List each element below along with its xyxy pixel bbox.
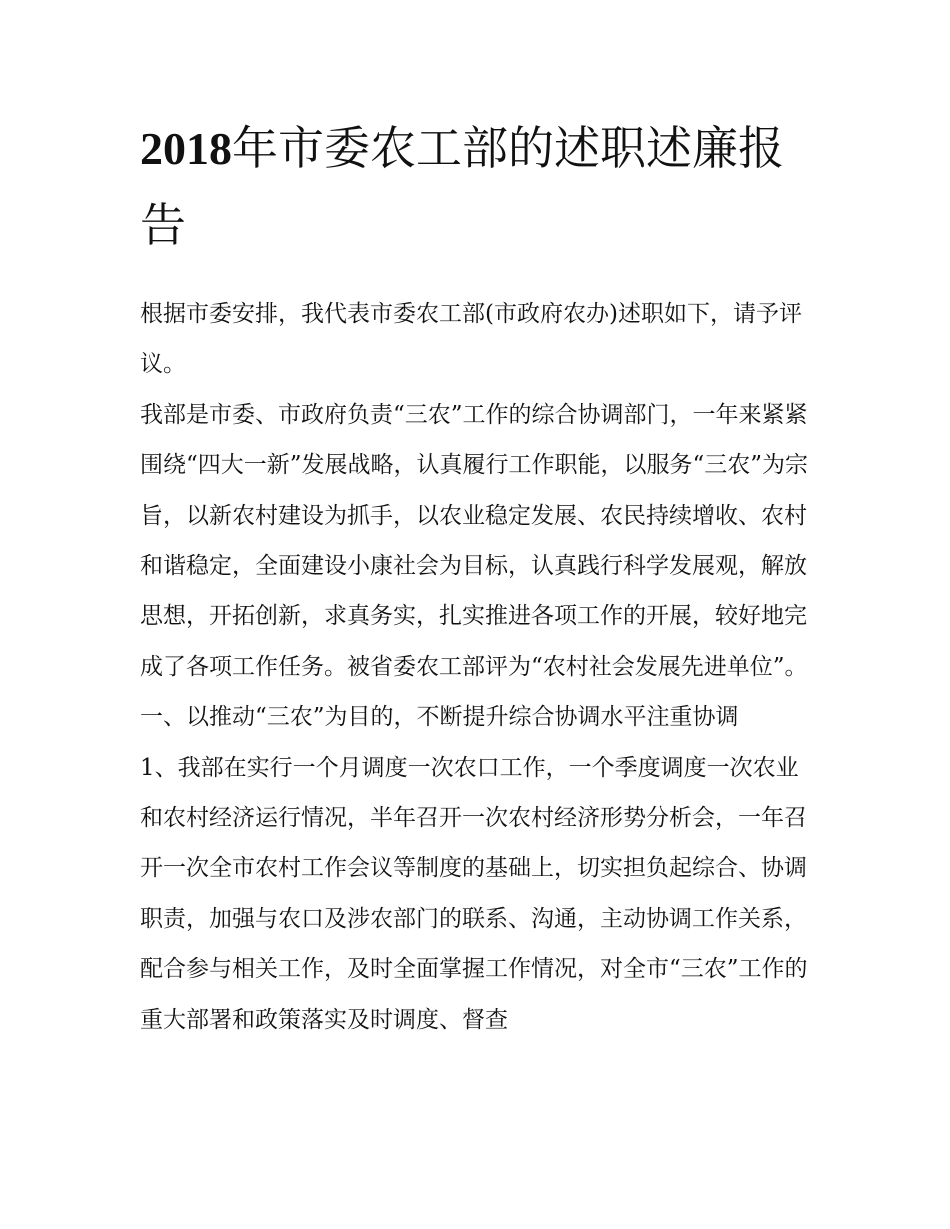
- document-page: [140, 110, 812, 1045]
- document-body: [140, 289, 812, 1045]
- paragraph-item-1: 1、我部在实行一个月调度一次农口工作，一个季度调度一次农业和农村经济运行情况，半年召开一次农村经济形势分析会，一年召开一次全市农村工作会议等制度的基础上，切实担负起综合、协调职责，加强与农口及涉农部门的联系、沟通，主动协调工作关系，配合参与相关工作，及时全面掌握工作情况，对全市“三农”工作的重大部署和政策落实及时调度、督查: [140, 754, 808, 1033]
- section-heading-1: 一、以推动“三农”为目的，不断提升综合协调水平注重协调: [140, 704, 739, 731]
- title-text: 年市委农工部的述职述廉报告: [140, 121, 784, 252]
- title-year: 2018: [140, 123, 232, 174]
- paragraph-intro: 根据市委安排，我代表市委农工部(市政府农办)述职如下，请予评议。: [140, 301, 802, 378]
- document-title: [140, 110, 812, 263]
- paragraph-overview: 我部是市委、市政府负责“三农”工作的综合协调部门，一年来紧紧围绕“四大一新”发展战略，认真履行工作职能，以服务“三农”为宗旨，以新农村建设为抓手，以农业稳定发展、农民持续增收、农村和谐稳定，全面建设小康社会为目标，认真践行科学发展观，解放思想，开拓创新，求真务实，扎实推进各项工作的开展，较好地完成了各项工作任务。被省委农工部评为“农村社会发展先进单位”。: [140, 401, 809, 680]
